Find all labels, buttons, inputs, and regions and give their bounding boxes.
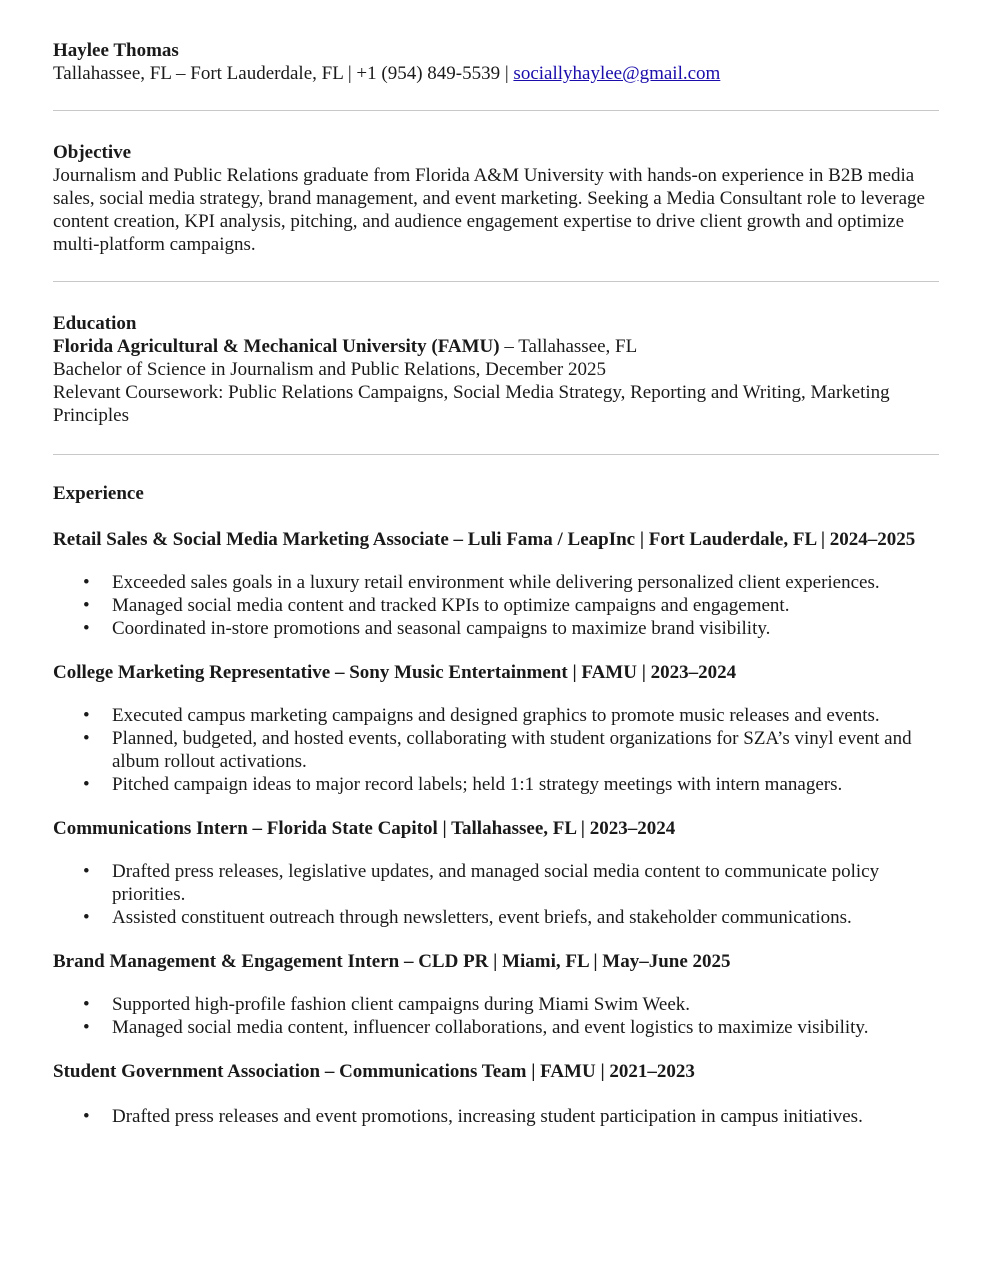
section-heading-education: Education bbox=[53, 313, 137, 334]
resume-header bbox=[53, 39, 933, 85]
job-entry bbox=[53, 817, 933, 929]
list-item: • Managed social media content and tracked KPIs to optimize campaigns and engagement. bbox=[53, 594, 933, 617]
coursework: Relevant Coursework: Public Relations Campaigns, Social Media Strategy, Reporting and Writing, Marketing Principles bbox=[53, 382, 890, 426]
job-title: Student Government Association – Communications Team | FAMU | 2021–2023 bbox=[53, 1061, 695, 1082]
job-bullets bbox=[53, 704, 933, 796]
list-item: • Drafted press releases and event promotions, increasing student participation in campus initiatives. bbox=[53, 1105, 933, 1128]
list-item: • Coordinated in-store promotions and seasonal campaigns to maximize brand visibility. bbox=[53, 617, 933, 640]
resume-page bbox=[53, 39, 933, 1128]
job-title: Retail Sales & Social Media Marketing Associate – Luli Fama / LeapInc | Fort Lauderdale, FL | 2024–2025 bbox=[53, 529, 916, 550]
list-item: • Managed social media content, influencer collaborations, and event logistics to maximize visibility. bbox=[53, 1016, 933, 1039]
contact-line bbox=[53, 62, 933, 85]
objective-section bbox=[53, 141, 933, 256]
job-title: College Marketing Representative – Sony Music Entertainment | FAMU | 2023–2024 bbox=[53, 662, 737, 683]
location: Tallahassee, FL – Fort Lauderdale, FL bbox=[53, 63, 344, 84]
job-entry bbox=[53, 1060, 933, 1128]
list-item: • Assisted constituent outreach through newsletters, event briefs, and stakeholder communications. bbox=[53, 906, 933, 929]
list-item: • Exceeded sales goals in a luxury retail environment while delivering personalized client experiences. bbox=[53, 571, 933, 594]
job-title: Communications Intern – Florida State Capitol | Tallahassee, FL | 2023–2024 bbox=[53, 818, 676, 839]
separator: | bbox=[504, 63, 509, 84]
job-title: Brand Management & Engagement Intern – CLD PR | Miami, FL | May–June 2025 bbox=[53, 951, 731, 972]
job-entry bbox=[53, 528, 933, 640]
divider bbox=[53, 454, 939, 455]
divider bbox=[53, 110, 939, 111]
email-link[interactable]: sociallyhaylee@gmail.com bbox=[513, 63, 721, 84]
separator: | bbox=[347, 63, 352, 84]
education-section bbox=[53, 312, 933, 427]
list-item: • Executed campus marketing campaigns and designed graphics to promote music releases and events. bbox=[53, 704, 933, 727]
list-item: • Pitched campaign ideas to major record labels; held 1:1 strategy meetings with intern managers. bbox=[53, 773, 933, 796]
school-location: – Tallahassee, FL bbox=[499, 336, 638, 357]
candidate-name: Haylee Thomas bbox=[53, 40, 179, 61]
objective-text: Journalism and Public Relations graduate from Florida A&M University with hands-on experience in B2B media sales, social media strategy, brand management, and event marketing. Seeking a Media Consultant role to leverage content creation, KPI analysis, pitching, and audience engagement expertise to drive client growth and optimize multi-platform campaigns. bbox=[53, 165, 925, 255]
job-bullets bbox=[53, 860, 933, 929]
school-line bbox=[53, 335, 933, 358]
list-item: • Planned, budgeted, and hosted events, collaborating with student organizations for SZA’s vinyl event and album rollout activations. bbox=[53, 727, 933, 773]
phone: +1 (954) 849-5539 bbox=[356, 63, 501, 84]
job-entry bbox=[53, 661, 933, 796]
divider bbox=[53, 281, 939, 282]
school-name: Florida Agricultural & Mechanical University (FAMU) bbox=[53, 336, 500, 357]
list-item: • Drafted press releases, legislative updates, and managed social media content to communicate policy priorities. bbox=[53, 860, 933, 906]
section-heading-experience: Experience bbox=[53, 483, 144, 504]
job-entry bbox=[53, 950, 933, 1039]
section-heading-objective: Objective bbox=[53, 142, 132, 163]
degree: Bachelor of Science in Journalism and Public Relations, December 2025 bbox=[53, 359, 606, 380]
job-bullets bbox=[53, 993, 933, 1039]
job-bullets bbox=[53, 1105, 933, 1128]
experience-section bbox=[53, 482, 933, 1128]
list-item: • Supported high-profile fashion client campaigns during Miami Swim Week. bbox=[53, 993, 933, 1016]
job-bullets bbox=[53, 571, 933, 640]
